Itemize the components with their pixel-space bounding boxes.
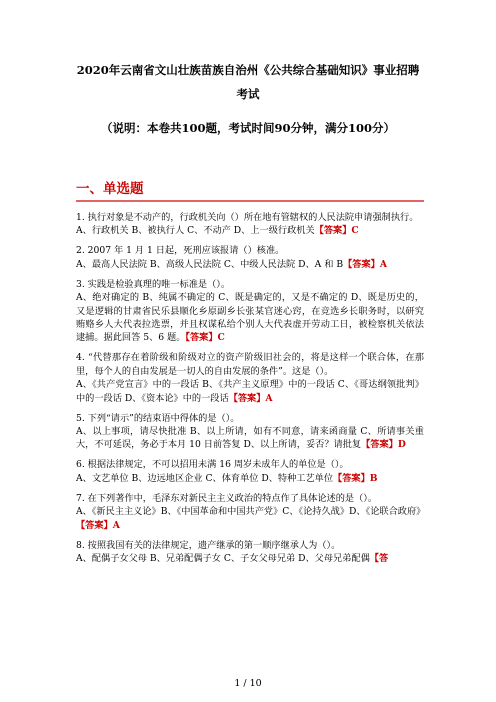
question-stem: 2. 2007 年 1 月 1 日起，死刑应该报请（）核准。	[76, 245, 285, 257]
question-stem: 7. 在下列著作中，毛泽东对新民主主义政治的特点作了具体论述的是（）。	[76, 492, 378, 504]
question-item	[76, 492, 424, 532]
question-stem: 8. 按照我国有关的法律规定，遗产继承的第一顺序继承人为（）。	[76, 539, 341, 551]
question-options: A、配偶子女父母 B、兄弟配偶子女 C、子女父母兄弟 D、父母兄弟配偶	[76, 553, 370, 565]
document-title	[60, 58, 436, 106]
question-item	[76, 211, 424, 238]
question-options: A、最高人民法院 B、高级人民法院 C、中级人民法院 D、A 和 B	[76, 258, 344, 270]
question-item	[76, 278, 424, 345]
answer-key: 【答案】C	[314, 225, 359, 237]
question-options: A、以上事项，请尽快批准 B、以上所请，如有不同意，请来函商量 C、所请事关重大，不可延误，务必于本月 10 日前答复 D、以上所请，妥否？请批复	[76, 426, 424, 451]
answer-key: 【答案】A	[76, 519, 120, 531]
question-stem: 5. 下列“请示”的结束语中得体的是（）。	[76, 412, 240, 424]
question-stem: 1. 执行对象是不动产的，行政机关向（）所在地有管辖权的人民法院申请强制执行。	[76, 212, 419, 223]
answer-key: 【答	[369, 553, 389, 565]
question-options: A、《共产党宣言》中的一段话 B、《共产主义原理》中的一段话 C、《哥达纲领批判》中的一段话 D、《资本论》中的一段话	[76, 379, 424, 404]
question-stem: 3. 实践是检验真理的唯一标准是（）。	[76, 278, 231, 290]
answer-key: 【答案】D	[361, 439, 406, 451]
question-item	[76, 244, 424, 271]
exam-instructions: （说明：本卷共100题，考试时间90分钟，满分100分）	[100, 121, 395, 135]
answer-key: 【答案】B	[333, 472, 378, 484]
question-stem: 6. 根据法律规定，不可以招用未满 16 周岁未成年人的单位是（）。	[76, 459, 349, 471]
question-stem: 4. “代替那存在着阶级和阶级对立的资产阶级旧社会的，将是这样一个联合体，在那里，每个人的自由发展是一切人的自由发展的条件”。这是（）。	[76, 352, 424, 377]
title-line-2: 考试	[236, 87, 260, 101]
answer-key: 【答案】A	[343, 258, 387, 270]
question-item	[76, 539, 424, 566]
title-line-1: 2020年云南省文山壮族苗族自治州《公共综合基础知识》事业招聘	[76, 63, 420, 77]
question-item	[76, 412, 424, 452]
question-list	[76, 211, 424, 572]
question-options: A、《新民主主义论》B、《中国革命和中国共产党》C、《论持久战》D、《论联合政府》	[76, 506, 426, 518]
page-number: 1 / 10	[234, 678, 262, 689]
section-divider	[76, 200, 424, 202]
question-options: A、文艺单位 B、边远地区企业 C、体育单位 D、特种工艺单位	[76, 472, 334, 484]
question-item	[76, 458, 424, 485]
question-options: A、绝对确定的 B、纯属不确定的 C、既是确定的，又是不确定的 D、既是历史的，又是逻辑的甘肃省民乐县顺化乡原副乡长张某官迷心窍，在竞选乡长职务时，以研究贿赂乡人大代表拉选票，并且权谋私给个别人大代表虚开劳动工日，被检察机关依法逮捕。据此回答 5、6 题。	[76, 292, 424, 344]
question-options: A、行政机关 B、被执行人 C、不动产 D、上一级行政机关	[76, 225, 315, 237]
question-item	[76, 351, 424, 405]
section-title: 一、单选题	[76, 181, 144, 197]
answer-key: 【答案】C	[185, 332, 225, 344]
answer-key: 【答案】A	[228, 392, 273, 404]
